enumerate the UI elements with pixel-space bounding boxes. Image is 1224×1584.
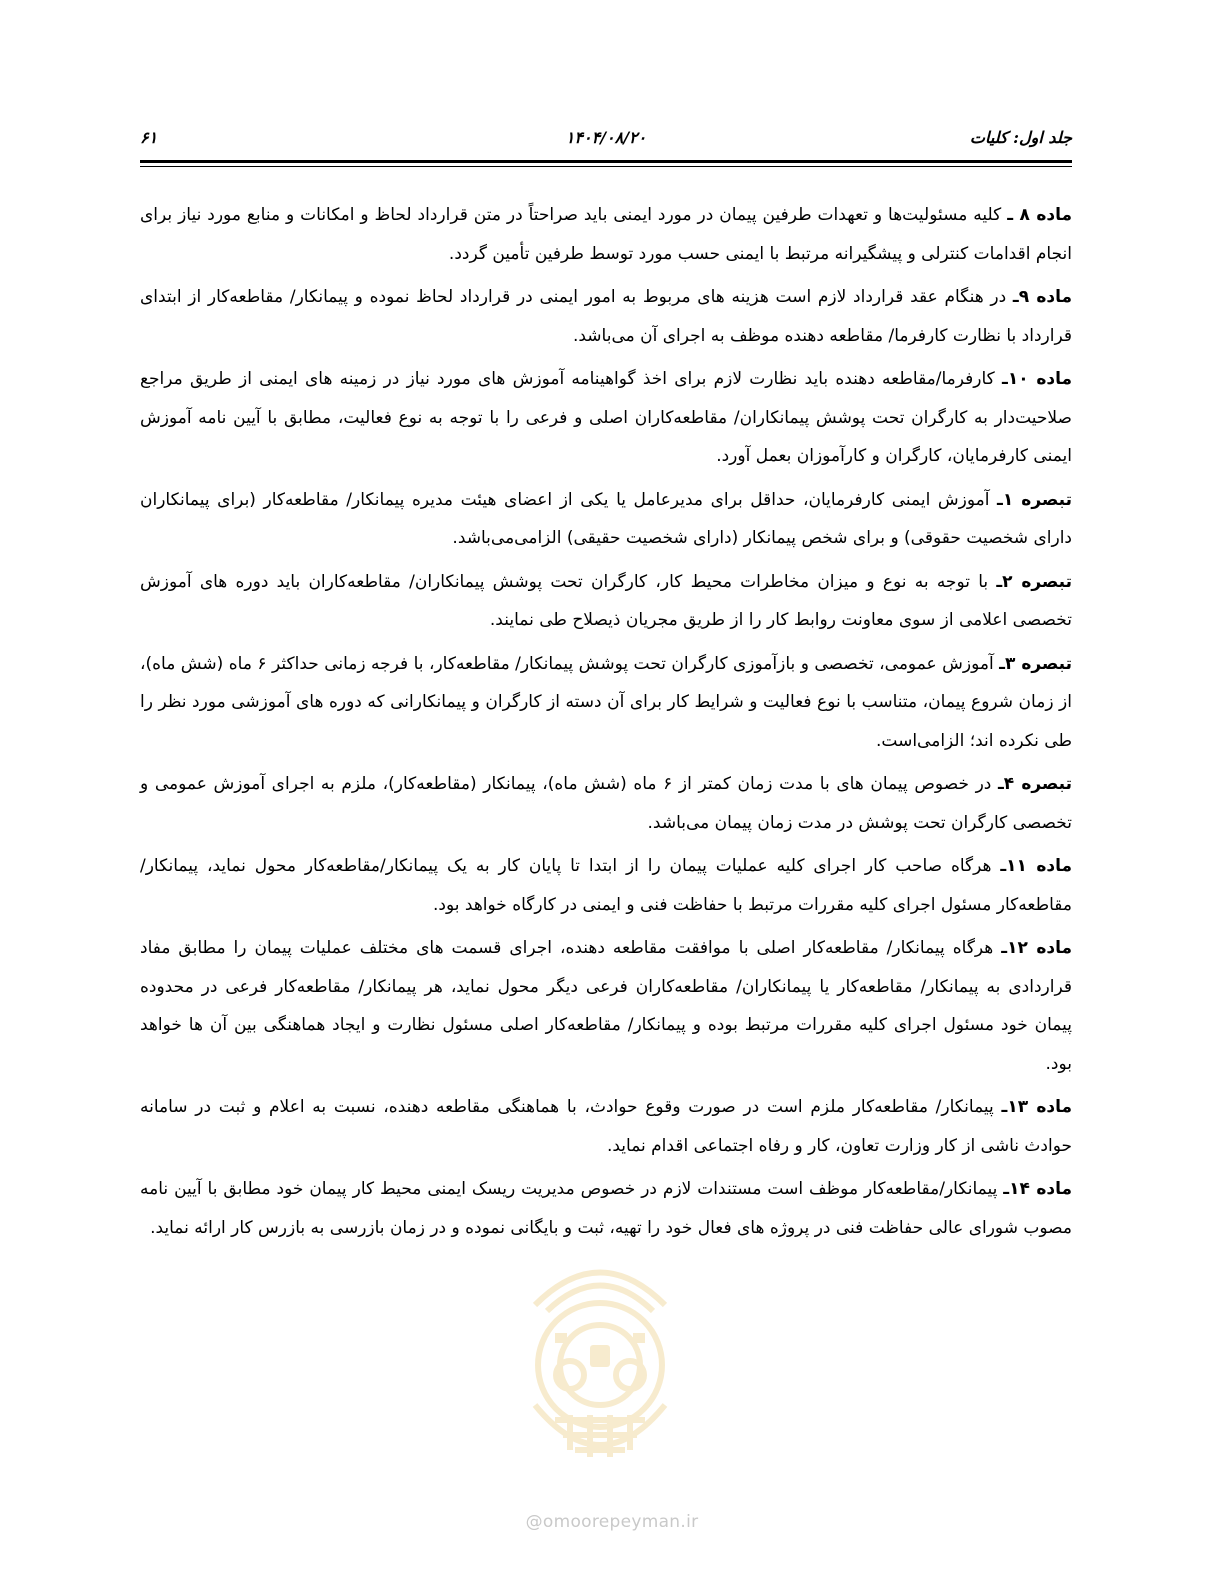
article-10 bbox=[140, 360, 1072, 476]
article-label: ماده ۹ـ bbox=[1012, 287, 1072, 307]
article-text: هرگاه صاحب کار اجرای کلیه عملیات پیمان را از ابتدا تا پایان کار به یک پیمانکار/مقاطعه‌کار محول نماید، پیمانکار/ مقاطعه‌کار مسئول اجرای کلیه مقررات مرتبط با حفاظت فنی و ایمنی در کارگاه خواهد بود. bbox=[140, 856, 1072, 915]
page-number: ۶۱ bbox=[140, 128, 158, 147]
article-text: کارفرما/مقاطعه دهنده باید نظارت لازم برای اخذ گواهینامه آموزش های مورد نیاز در زمینه های ایمنی از طریق مراجع صلاحیت‌دار به کارگران تحت پوشش پیمانکاران/ مقاطعه‌کاران اصلی و فرعی را با توجه به نوع فعالیت، مطابق با آیین نامه آموزش ایمنی کارفرمایان، کارگران و کارآموزان بعمل آورد. bbox=[140, 369, 1072, 466]
article-label: ماده ۱۳ـ bbox=[1001, 1097, 1072, 1117]
article-text: هرگاه پیمانکار/ مقاطعه‌کار اصلی با موافقت مقاطعه دهنده، اجرای قسمت های مختلف عملیات پیمان را مطابق مفاد قراردادی به پیمانکار/ مقاطعه‌کار یا پیمانکاران/ مقاطعه‌کاران فرعی دیگر محول نماید، هر پیمانکار/ مقاطعه‌کار فرعی در محدوده پیمان خود مسئول اجرای کلیه مقررات مرتبط بوده و پیمانکار/ مقاطعه‌کار اصلی مسئول نظارت و ایجاد هماهنگی بین آن ها خواهد بود. bbox=[140, 938, 1072, 1074]
note-1 bbox=[140, 481, 1072, 558]
article-9 bbox=[140, 278, 1072, 355]
watermark-logo-icon bbox=[495, 1245, 705, 1475]
article-label: ماده ۱۱ـ bbox=[1000, 856, 1072, 876]
article-label: ماده ۱۰ـ bbox=[1002, 369, 1072, 389]
note-text: آموزش عمومی، تخصصی و بازآموزی کارگران تحت پوشش پیمانکار/ مقاطعه‌کار، با فرجه زمانی حداکثر ۶ ماه (شش ماه)، از زمان شروع پیمان، متناسب با نوع فعالیت و شرایط کار برای آن دسته از کارگران و پیمانکارانی که دوره های آموزشی مورد نظر را طی نکرده اند؛ الزامی‌است. bbox=[140, 653, 1072, 751]
note-label: تبصره ۱ـ bbox=[997, 489, 1072, 510]
header-rule-thin bbox=[140, 166, 1072, 167]
article-text: پیمانکار/مقاطعه‌کار موظف است مستندات لازم در خصوص مدیریت ریسک ایمنی محیط کار پیمان خود مطابق با آیین نامه مصوب شورای عالی حفاظت فنی در پروژه های فعال خود را تهیه، ثبت و بایگانی نموده و در زمان بازرسی به بازرس کار ارائه نماید. bbox=[140, 1179, 1072, 1238]
note-text: آموزش ایمنی کارفرمایان، حداقل برای مدیرعامل یا یکی از اعضای هیئت مدیره پیمانکار/ مقاطعه‌کار (برای پیمانکاران دارای شخصیت حقوقی) و برای شخص پیمانکار (دارای شخصیت حقیقی) الزامی‌می‌باشد. bbox=[140, 489, 1072, 548]
article-text: کلیه مسئولیت‌ها و تعهدات طرفین پیمان در مورد ایمنی باید صراحتاً در متن قرارداد لحاظ و امکانات و منابع مورد نیاز برای انجام اقدامات کنترلی و پیشگیرانه مرتبط با ایمنی حسب مورد توسط طرفین تأمین گردد. bbox=[140, 205, 1072, 264]
document-body bbox=[140, 196, 1072, 1252]
watermark-url: @omoorepeyman.ir bbox=[525, 1512, 699, 1532]
note-3 bbox=[140, 645, 1072, 761]
article-13 bbox=[140, 1088, 1072, 1165]
article-label: ماده ۱۴ـ bbox=[1003, 1179, 1072, 1199]
note-label: تبصره ۲ـ bbox=[996, 571, 1073, 592]
note-text: در خصوص پیمان های با مدت زمان کمتر از ۶ ماه (شش ماه)، پیمانکار (مقاطعه‌کار)، ملزم به اجرای آموزش عمومی و تخصصی کارگران تحت پوشش در مدت زمان پیمان می‌باشد. bbox=[140, 774, 1072, 833]
note-2 bbox=[140, 563, 1072, 640]
article-14 bbox=[140, 1170, 1072, 1247]
note-label: تبصره ۳ـ bbox=[999, 653, 1073, 674]
article-11 bbox=[140, 847, 1072, 924]
header-date: ۱۴۰۴/۰۸/۲۰ bbox=[565, 128, 647, 147]
note-4 bbox=[140, 765, 1072, 842]
note-text: با توجه به نوع و میزان مخاطرات محیط کار، کارگران تحت پوشش پیمانکاران/ مقاطعه‌کاران باید دوره های آموزش تخصصی اعلامی از سوی معاونت روابط کار را از طریق مجریان ذیصلاح طی نمایند. bbox=[140, 571, 1072, 630]
article-12 bbox=[140, 929, 1072, 1083]
running-header bbox=[140, 128, 1072, 154]
article-label: ماده ۱۲ـ bbox=[1001, 938, 1073, 958]
note-label: تبصره ۴ـ bbox=[997, 774, 1073, 794]
article-label: ماده ۸ ـ bbox=[1007, 205, 1072, 225]
article-8 bbox=[140, 196, 1072, 273]
article-text: در هنگام عقد قرارداد لازم است هزینه های مربوط به امور ایمنی در قرارداد لحاظ نموده و پیمانکار/ مقاطعه‌کار از ابتدای قرارداد با نظارت کارفرما/ مقاطعه دهنده موظف به اجرای آن می‌باشد. bbox=[140, 287, 1072, 346]
header-rule-thick bbox=[140, 160, 1072, 163]
article-text: پیمانکار/ مقاطعه‌کار ملزم است در صورت وقوع حوادث، با هماهنگی مقاطعه دهنده، نسبت به اعلام و ثبت در سامانه حوادث ناشی از کار وزارت تعاون، کار و رفاه اجتماعی اقدام نماید. bbox=[140, 1097, 1072, 1156]
volume-title: جلد اول: کلیات bbox=[969, 128, 1072, 147]
